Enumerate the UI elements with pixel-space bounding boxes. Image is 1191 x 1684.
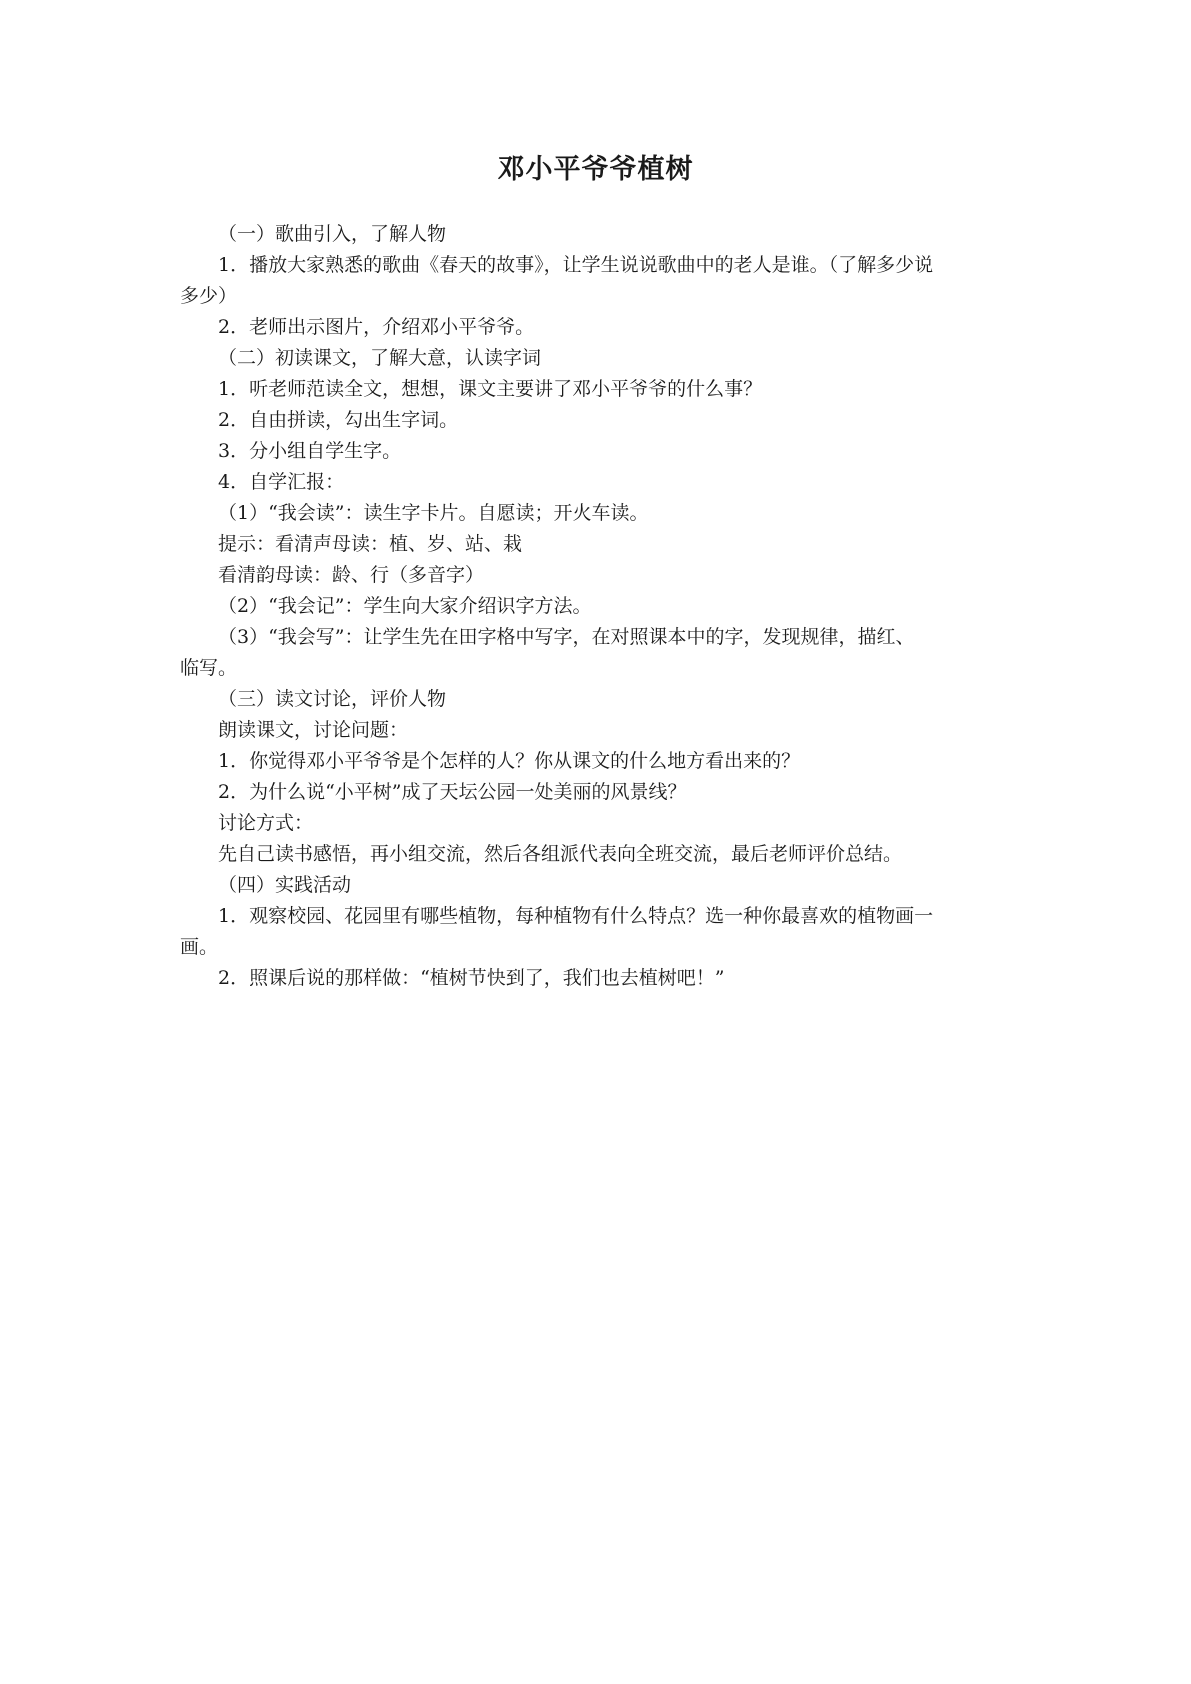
section-heading: （一）歌曲引入，了解人物	[218, 223, 447, 245]
paragraph-line: 朗读课文，讨论问题：	[218, 719, 409, 741]
paragraph-line: 2．照课后说的那样做：“植树节快到了，我们也去植树吧！”	[218, 967, 725, 989]
paragraph-line: 临写。	[180, 657, 238, 679]
paragraph-line: 2．为什么说“小平树”成了天坛公园一处美丽的风景线？	[218, 781, 687, 803]
paragraph-line: 3．分小组自学生字。	[218, 440, 402, 462]
paragraph-line: （3）“我会写”：让学生先在田字格中写字，在对照课本中的字，发现规律，描红、	[218, 626, 915, 648]
paragraph-line: 1．观察校园、花园里有哪些植物，每种植物有什么特点？选一种你最喜欢的植物画一	[218, 905, 934, 927]
paragraph-line: 多少）	[180, 285, 238, 307]
section-heading: （二）初读课文，了解大意，认读字词	[218, 347, 542, 369]
section-heading: （三）读文讨论，评价人物	[218, 688, 447, 710]
paragraph-line: 看清韵母读：龄、行（多音字）	[218, 564, 485, 586]
paragraph-line: 讨论方式：	[218, 812, 314, 834]
paragraph-line: 画。	[180, 936, 219, 958]
document-title: 邓小平爷爷植树	[497, 154, 694, 185]
paragraph-line: （2）“我会记”：学生向大家介绍识字方法。	[218, 595, 592, 617]
paragraph-line: 4．自学汇报：	[218, 471, 345, 493]
paragraph-line: 2．老师出示图片，介绍邓小平爷爷。	[218, 316, 535, 338]
paragraph-line: 2．自由拼读，勾出生字词。	[218, 409, 459, 431]
paragraph-line: 1．你觉得邓小平爷爷是个怎样的人？你从课文的什么地方看出来的？	[218, 750, 801, 772]
document-body	[180, 219, 1018, 994]
paragraph-line: 1．听老师范读全文，想想，课文主要讲了邓小平爷爷的什么事？	[218, 378, 763, 400]
section-heading: （四）实践活动	[218, 874, 352, 896]
paragraph-line: 先自己读书感悟，再小组交流，然后各组派代表向全班交流，最后老师评价总结。	[218, 843, 903, 865]
paragraph-line: （1）“我会读”：读生字卡片。自愿读；开火车读。	[218, 502, 649, 524]
paragraph-line: 1．播放大家熟悉的歌曲《春天的故事》，让学生说说歌曲中的老人是谁。（了解多少说	[218, 254, 934, 276]
paragraph-line: 提示：看清声母读：植、岁、站、栽	[218, 533, 523, 555]
